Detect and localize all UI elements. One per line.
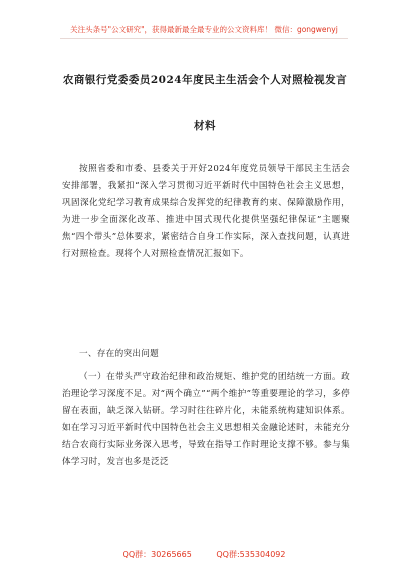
footer-contact [0, 549, 408, 560]
promo-banner: 关注头条号"公文研究"，获得最新最全最专业的公文资料库！ 微信：gongwenyj [70, 25, 338, 34]
footer-qq-group-1: QQ群：30265665 [122, 550, 192, 559]
intro-paragraph: 按照省委和市委、县委关于开好2024年度党员领导干部民主生活会安排部署，我紧扣“深入学习贯彻习近平新时代中国特色社会主义思想，巩固深化党纪学习教育成果综合发挥党的纪律教育约束、保障激励作用，为进一步全面深化改革、推进中国式现代化提供坚强纪律保证”主题聚焦“四个带头”总体要求，紧密结合自身工作实际，深入查找问题，认真进行对照检查。现将个人对照检查情况汇报如下。 [62, 164, 350, 259]
footer-qq-group-2: QQ群:535304092 [216, 550, 286, 559]
document-title-continuation: 材料 [194, 120, 216, 132]
document-title: 农商银行党委委员2024年度民主生活会个人对照检视发言 [62, 74, 348, 86]
section-paragraph: （一）在带头严守政治纪律和政治规矩、维护党的团结统一方面。政治理论学习深度不足。对“两个确立”“两个维护”等重要理论的学习，多停留在表面，缺乏深入钻研。学习时往往碎片化，未能系统构建知识体系。如在学习习近平新时代中国特色社会主义思想相关金融论述时，未能充分结合农商行实际业务深入思考，导致在指导工作时理论支撑不够。参与集体学习时，发言也多是泛泛 [62, 372, 350, 467]
banner-divider [60, 38, 348, 39]
section-heading: 一、存在的突出问题 [79, 349, 160, 359]
